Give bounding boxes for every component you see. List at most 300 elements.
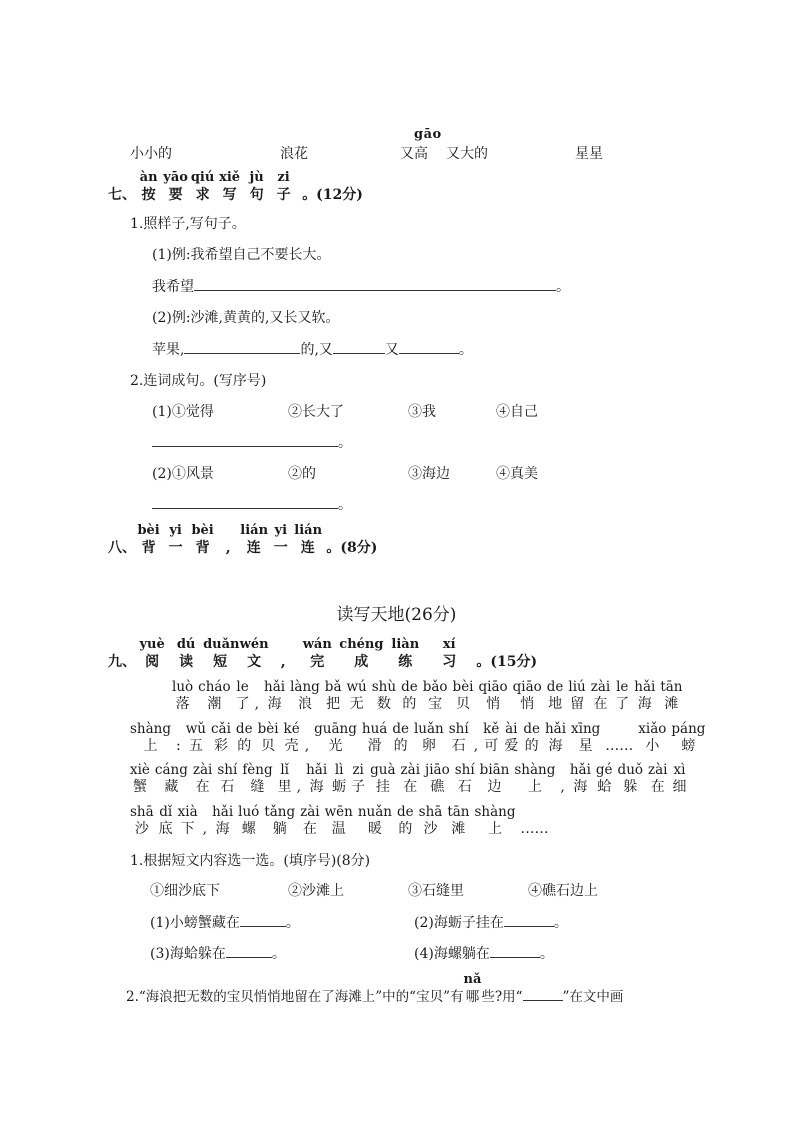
hanzi: 子	[351, 779, 366, 795]
hanzi: 落	[175, 696, 190, 712]
hanzi: 彩	[213, 738, 228, 754]
period: 。	[285, 915, 300, 931]
ruby-char	[571, 721, 600, 755]
word-xingxing: 星星	[575, 146, 603, 162]
pinyin	[203, 804, 207, 820]
ruby-char	[189, 523, 216, 557]
ruby-char	[383, 637, 427, 671]
ruby-char	[447, 804, 469, 838]
pinyin: de	[546, 679, 564, 695]
ruby-char	[401, 679, 418, 713]
hanzi: 螺	[241, 821, 256, 837]
pinyin-na: nǎ	[463, 972, 482, 987]
hanzi: 潮	[207, 696, 222, 712]
ruby-char	[401, 762, 420, 796]
q7-row1-item4: ④自己	[496, 404, 538, 420]
pinyin: yuè	[139, 637, 165, 652]
ruby-char	[453, 679, 474, 713]
hanzi: 在	[650, 779, 665, 795]
ruby-char	[236, 679, 250, 713]
pinyin: làng	[290, 679, 320, 695]
ruby-char	[295, 637, 339, 671]
hanzi: 海	[215, 821, 230, 837]
ruby-char	[504, 721, 518, 755]
q8-tail: 。(8分)	[326, 540, 378, 556]
q9-tail: 。(15分)	[476, 654, 538, 670]
pinyin: luò	[172, 679, 194, 695]
hanzi: 留	[570, 696, 585, 712]
pinyin	[521, 804, 549, 820]
ruby-char	[325, 679, 342, 713]
q8-title-ruby-b	[240, 523, 323, 557]
pinyin: duǎn	[203, 637, 240, 652]
pinyin: tān	[447, 804, 470, 820]
ruby-char	[178, 804, 198, 838]
passage-line	[130, 762, 692, 796]
pinyin	[297, 762, 301, 778]
punctuation	[474, 721, 478, 755]
ruby-char	[212, 804, 233, 838]
pinyin: shàng	[474, 804, 516, 820]
q7-row2-item3: ③海边	[408, 466, 450, 482]
hanzi: 的	[524, 738, 539, 754]
q7-ex1-end: 。	[556, 279, 570, 295]
q7-example2: (2)例:沙滩,黄黄的,又长又软。	[152, 310, 340, 326]
pinyin: xiě	[219, 170, 241, 185]
q9-heading	[108, 637, 537, 671]
pinyin: shàng	[514, 762, 556, 778]
hanzi: 温	[331, 821, 346, 837]
ruby-char	[236, 721, 253, 755]
ruby-char	[238, 804, 259, 838]
pinyin	[176, 721, 181, 737]
punctuation	[297, 762, 301, 796]
hanzi: 礁	[430, 779, 445, 795]
q9-comma: ,	[280, 654, 286, 670]
q7-sub1-title: 1.照样子,写句子。	[130, 216, 246, 232]
hanzi: 在	[302, 821, 317, 837]
q7-row2-item2: ②的	[288, 466, 316, 482]
pinyin	[605, 721, 633, 737]
pinyin: luó	[238, 804, 260, 820]
hanzi: 海	[637, 696, 652, 712]
hanzi: 文	[247, 654, 262, 670]
pinyin: yāo	[163, 170, 188, 185]
pinyin: yi	[274, 523, 288, 538]
ruby-char	[480, 762, 510, 796]
q9-tail-ruby	[476, 637, 537, 671]
q7-ex1-prefix: 我希望	[152, 279, 194, 295]
hanzi: 上	[143, 738, 158, 754]
pinyin: shā	[418, 804, 443, 820]
pinyin: luǎn	[413, 721, 444, 737]
hanzi: 光	[328, 738, 343, 754]
pinyin: zài	[590, 679, 611, 695]
hanzi: 卵	[421, 738, 436, 754]
ruby-char	[596, 762, 613, 796]
word-youdade: 又大的	[446, 146, 488, 162]
pinyin	[474, 721, 478, 737]
hanzi: 要	[168, 187, 183, 203]
ruby-char	[483, 721, 499, 755]
q9-sub2-b-ruby	[481, 972, 623, 1006]
ruby-char	[211, 721, 231, 755]
ruby-char	[325, 804, 353, 838]
ruby-char	[135, 637, 169, 671]
hanzi: ……	[605, 738, 634, 754]
pinyin: fèng	[242, 762, 273, 778]
hanzi: 海	[548, 738, 563, 754]
hanzi: 子	[276, 187, 291, 203]
hanzi: 练	[398, 654, 413, 670]
q9-comma-ruby	[276, 637, 290, 671]
ruby-char	[638, 721, 666, 755]
fill-text: (2)海蛎子挂在	[414, 915, 504, 931]
hanzi: 细	[672, 779, 687, 795]
answer-blank[interactable]	[184, 341, 300, 354]
ruby-char	[591, 679, 610, 713]
punctuation	[305, 721, 309, 755]
hanzi: 宝	[428, 696, 443, 712]
hanzi: 上	[527, 779, 542, 795]
hanzi: 里	[277, 779, 292, 795]
ruby-char	[135, 523, 162, 557]
hanzi: 星	[578, 738, 593, 754]
ruby-char	[673, 762, 687, 796]
hanzi: 按	[141, 187, 156, 203]
q7-num-ruby	[108, 170, 136, 204]
pinyin: gé	[595, 762, 613, 778]
pinyin: zi	[277, 170, 290, 185]
ruby-char	[217, 762, 237, 796]
ruby-char	[618, 762, 643, 796]
q7-row2-item4: ④真美	[496, 466, 538, 482]
hanzi: 石	[451, 738, 466, 754]
hanzi: ,	[296, 779, 302, 795]
pinyin	[560, 762, 564, 778]
q9-num-ruby	[108, 637, 136, 671]
q7-row2-answer	[152, 494, 352, 514]
pinyin: zài	[300, 804, 320, 820]
hanzi: 石	[457, 779, 472, 795]
hanzi: 海	[267, 696, 282, 712]
q9-option-1: ①细沙底下	[150, 883, 220, 899]
pinyin: tān	[660, 679, 683, 695]
q9-sub2-na-ruby	[464, 972, 482, 1006]
q7-tail: 。(12分)	[302, 187, 363, 203]
pinyin: shàng	[130, 721, 172, 737]
pinyin: bǎo	[422, 679, 448, 695]
pinyin	[305, 721, 309, 737]
pinyin: hǎi	[569, 762, 591, 778]
hanzi: 滑	[367, 738, 382, 754]
answer-blank[interactable]	[240, 914, 286, 927]
pinyin: de	[401, 679, 418, 695]
pinyin: hǎi	[544, 721, 567, 737]
hanzi: 连	[246, 540, 261, 556]
period: 。	[553, 915, 568, 931]
ruby-char	[193, 762, 212, 796]
q9-fill-3	[150, 943, 286, 963]
pinyin: cáng	[154, 762, 188, 778]
ruby-char	[427, 637, 471, 671]
ruby-char	[198, 679, 230, 713]
pinyin: zài	[192, 762, 213, 778]
pinyin: wán	[302, 637, 332, 652]
pinyin: lǐ	[280, 762, 289, 778]
fill-text: (3)海蛤躲在	[150, 946, 226, 962]
pinyin: lián	[240, 523, 269, 538]
pinyin: tǎng	[264, 804, 296, 820]
passage-line	[172, 679, 687, 713]
hanzi: ,	[254, 696, 260, 712]
hanzi: 一	[273, 540, 288, 556]
ruby-char	[370, 762, 395, 796]
pinyin: páng	[671, 721, 706, 737]
pinyin: liàn	[391, 637, 420, 652]
hanzi: 在	[593, 696, 608, 712]
pinyin: jiāo	[425, 762, 450, 778]
period: 。	[338, 435, 352, 451]
ruby-char	[660, 679, 682, 713]
ruby-char	[267, 523, 294, 557]
q9-sub2-c: ”在文中画	[562, 989, 624, 1005]
period: 。	[271, 946, 286, 962]
ruby-char	[514, 762, 555, 796]
pinyin: lì	[334, 762, 344, 778]
q9-sub2	[126, 972, 623, 1006]
punctuation	[255, 679, 259, 713]
ruby-char	[392, 721, 409, 755]
q7-row2-item1: (2)①风景	[152, 466, 214, 482]
hanzi: 贝	[261, 738, 276, 754]
hanzi: 习	[442, 654, 457, 670]
q8-tail-ruby	[326, 523, 377, 557]
ruby-char	[615, 679, 629, 713]
ruby-char	[455, 762, 475, 796]
hanzi: 连	[300, 540, 315, 556]
hanzi: 背	[141, 540, 156, 556]
q9-title-ruby-b	[295, 637, 471, 671]
hanzi: 可	[484, 738, 499, 754]
q7-answer1-line	[152, 276, 570, 296]
hanzi: 边	[487, 779, 502, 795]
ruby-char	[449, 721, 469, 755]
q9-sub2-b: 些?用“	[481, 989, 523, 1005]
hanzi: 蛤	[597, 779, 612, 795]
ruby-char	[258, 721, 279, 755]
pinyin: liú	[568, 679, 586, 695]
ruby-char	[671, 721, 705, 755]
word-yougao: 又高	[400, 146, 428, 162]
ruby-char	[240, 523, 267, 557]
q9-option-2: ②沙滩上	[288, 883, 344, 899]
q9-fill-2	[414, 912, 568, 932]
hanzi: 悄	[520, 696, 535, 712]
hanzi: 把	[326, 696, 341, 712]
hanzi: 上	[487, 821, 502, 837]
ruby-char	[634, 679, 655, 713]
hanzi: 在	[195, 779, 210, 795]
hanzi: 藏	[164, 779, 179, 795]
ruby-char	[372, 679, 396, 713]
hanzi: 蟹	[132, 779, 147, 795]
pinyin: hǎi	[264, 679, 286, 695]
q9-title-ruby-a	[135, 637, 271, 671]
hanzi: 躲	[623, 779, 638, 795]
hanzi: 无	[349, 696, 364, 712]
pinyin: xì	[673, 762, 686, 778]
ruby-char	[203, 637, 240, 671]
ruby-char	[169, 637, 203, 671]
hanzi: 壳	[284, 738, 299, 754]
ruby-char	[358, 804, 392, 838]
ruby-char	[237, 637, 271, 671]
hanzi: 海	[573, 779, 588, 795]
q9-fill-1	[150, 912, 300, 932]
q7-row1-item3: ③我	[408, 404, 436, 420]
pinyin: bèi	[191, 523, 214, 538]
hanzi: ,	[304, 738, 310, 754]
ruby-char	[513, 679, 542, 713]
q9-num: 九、	[108, 654, 136, 670]
ruby-char	[648, 762, 667, 796]
ruby-char	[216, 170, 243, 204]
ruby-char	[351, 762, 365, 796]
hanzi: 一	[168, 540, 183, 556]
period: 。	[539, 946, 554, 962]
ruby-char	[479, 679, 508, 713]
pinyin: de	[523, 721, 540, 737]
answer-blank[interactable]	[399, 341, 459, 354]
pinyin: xiǎo	[638, 721, 667, 737]
hanzi: 求	[195, 187, 210, 203]
hanzi: 的	[237, 738, 252, 754]
pinyin: de	[392, 721, 409, 737]
answer-blank[interactable]	[226, 945, 272, 958]
ruby-char	[159, 804, 173, 838]
hanzi: 了	[235, 696, 250, 712]
answer-blank[interactable]	[152, 496, 338, 509]
ruby-char	[162, 170, 189, 204]
hanzi: 悄	[486, 696, 501, 712]
word-langhua: 浪花	[280, 146, 308, 162]
answer-blank[interactable]	[490, 945, 540, 958]
passage-line	[130, 721, 710, 755]
pinyin: biān	[479, 762, 510, 778]
pinyin: xīng	[571, 721, 601, 737]
pinyin: xià	[177, 804, 198, 820]
q7-ex2-c: 又	[384, 342, 399, 358]
hanzi: 地	[548, 696, 563, 712]
hanzi: 了	[615, 696, 630, 712]
hanzi: 挂	[375, 779, 390, 795]
ruby-char	[425, 762, 450, 796]
q7-row1-item1: (1)①觉得	[152, 404, 214, 420]
hanzi: 完	[310, 654, 325, 670]
answer-blank[interactable]	[333, 341, 385, 354]
pinyin: duǒ	[617, 762, 644, 778]
char-na: 哪	[465, 989, 480, 1005]
ruby-char	[347, 679, 367, 713]
pinyin: dǐ	[159, 804, 173, 820]
ruby-char	[332, 762, 346, 796]
fill-text: (4)海螺躺在	[414, 946, 490, 962]
pinyin: ké	[283, 721, 300, 737]
passage-line	[130, 804, 554, 838]
hanzi: 的	[393, 738, 408, 754]
ruby-char	[414, 721, 444, 755]
q7-example1: (1)例:我希望自己不要长大。	[152, 247, 331, 263]
hanzi: 底	[158, 821, 173, 837]
ruby-char	[568, 679, 585, 713]
hanzi: 小	[645, 738, 660, 754]
ruby-char	[397, 804, 414, 838]
section-title: 读写天地(26分)	[336, 605, 457, 625]
pinyin: bǎ	[324, 679, 342, 695]
hanzi: 海	[309, 779, 324, 795]
hanzi: ,	[202, 821, 208, 837]
hanzi: 句	[249, 187, 264, 203]
answer-blank[interactable]	[152, 434, 338, 447]
ruby-char	[264, 679, 285, 713]
ruby-char	[306, 762, 327, 796]
hanzi: 数	[376, 696, 391, 712]
pinyin: hǎi	[306, 762, 328, 778]
q7-ex2-b: 的,又	[300, 342, 333, 358]
hanzi: 螃	[681, 738, 696, 754]
pinyin: xí	[442, 637, 456, 652]
pinyin: bèi	[257, 721, 279, 737]
pinyin: jù	[249, 170, 264, 185]
q7-ex2-end: 。	[458, 342, 473, 358]
ruby-char	[294, 523, 321, 557]
q8-comma-ruby	[221, 523, 235, 557]
pinyin: qiāo	[512, 679, 542, 695]
punctuation	[521, 804, 549, 838]
answer-blank[interactable]	[504, 914, 554, 927]
hanzi: 成	[354, 654, 369, 670]
hanzi: 短	[213, 654, 228, 670]
hanzi: 沙	[134, 821, 149, 837]
pinyin: zi	[352, 762, 364, 778]
hanzi: 石	[220, 779, 235, 795]
q7-title-ruby	[135, 170, 297, 204]
punctuation	[560, 762, 564, 796]
ruby-char	[570, 762, 591, 796]
punctuation	[605, 721, 633, 755]
ruby-char	[278, 762, 292, 796]
ruby-char	[130, 804, 154, 838]
answer-blank[interactable]	[194, 278, 556, 291]
hanzi: 写	[222, 187, 237, 203]
pinyin: le	[616, 679, 629, 695]
hanzi: 缝	[250, 779, 265, 795]
q8-heading	[108, 523, 377, 557]
hanzi: :	[176, 738, 181, 754]
ruby-char	[270, 170, 297, 204]
ruby-char	[523, 721, 540, 755]
q7-row1-item2: ②长大了	[288, 404, 344, 420]
pinyin: wǔ	[185, 721, 206, 737]
hanzi: 蛎	[332, 779, 347, 795]
ruby-char	[264, 804, 295, 838]
ruby-char	[300, 804, 319, 838]
q7-num: 七、	[108, 187, 136, 203]
ruby-char	[423, 679, 448, 713]
ruby-char	[189, 170, 216, 204]
pinyin: ài	[505, 721, 518, 737]
